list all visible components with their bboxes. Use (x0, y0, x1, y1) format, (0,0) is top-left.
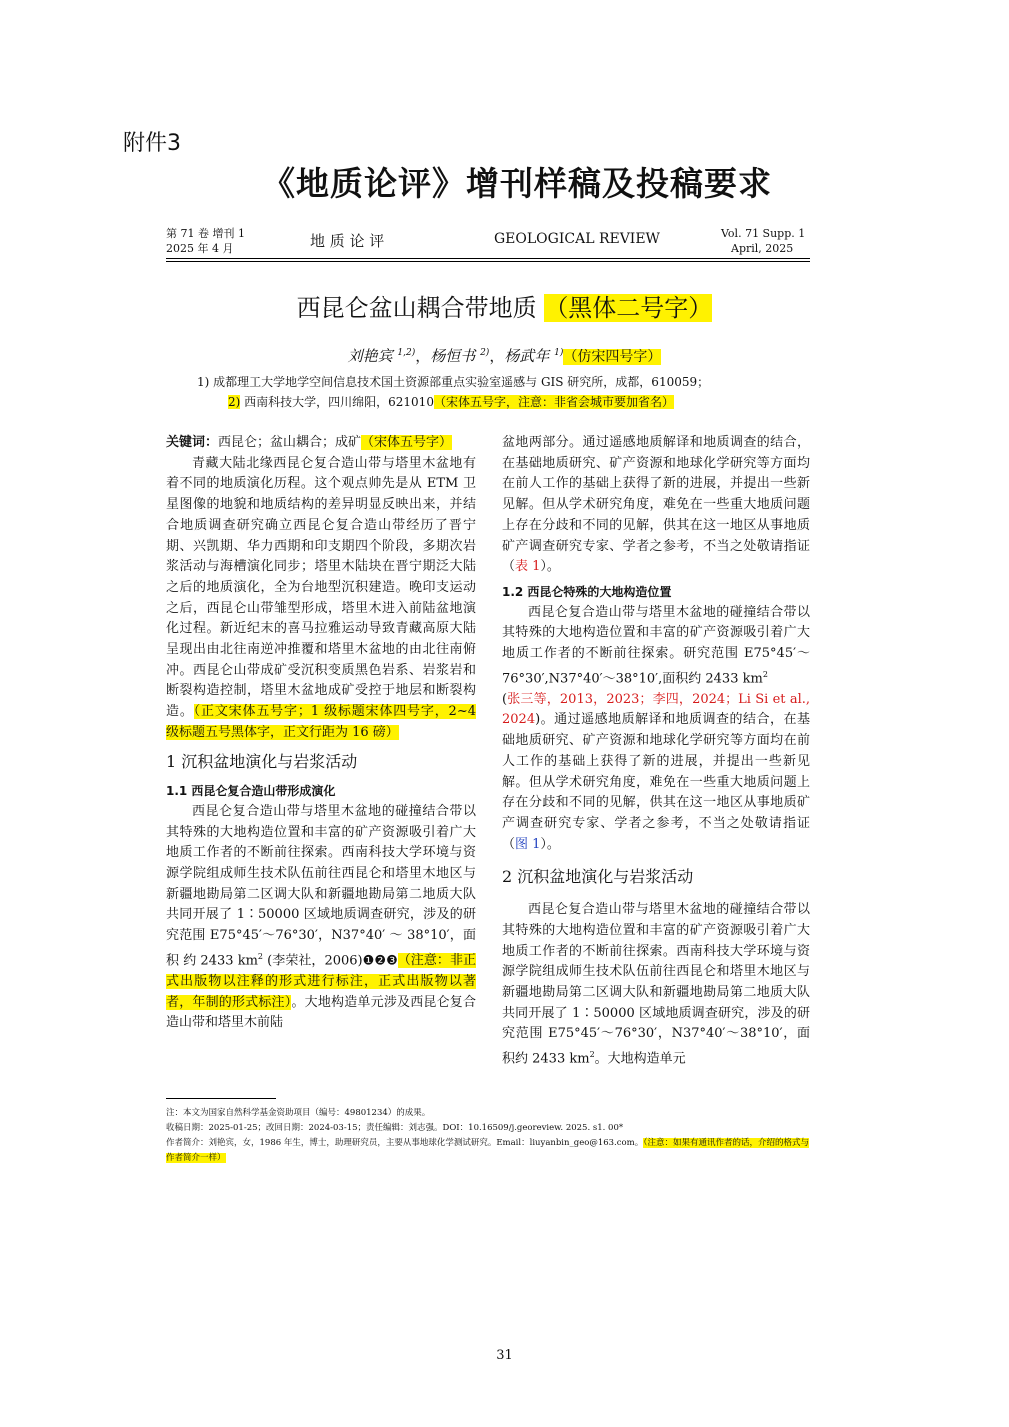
paper-title: 西昆仑盆山耦合带地质 （黑体二号字） (296, 294, 713, 322)
author-line: 刘艳宾 $^{1,2)}$，杨恒书 $^{2)}$，杨武年 $^{1)}$（仿宋四号字） (347, 347, 662, 365)
continued-paragraph: 盆地两部分。通过遥感地质解译和地质调查的结合，在基础地质研究、矿产资源和地球化学研究等方面均在前人工作的基础上获得了新的进展，并提出一些新见解。但从学术研究角度，难免在一些重大地质问题上存在分歧和不同的见解，供其在这一地区从事地质矿产调查研究专家、学者之参考，不当之处敬请指证（表 1）。 (502, 435, 810, 575)
header-rule (166, 258, 810, 259)
footnote-author: 作者简介：刘艳宾，女，1986 年生，博士，助理研究员，主要从事地球化学测试研究。Email：liuyanbin_geo@163.com。（注意：如果有通讯作者的话，介绍的格式与作者简介一样） (166, 1138, 809, 1163)
left-column (166, 433, 476, 1034)
header-volume-en: Vol. 71 Supp. 1 (721, 227, 806, 240)
keywords: 关键词：西昆仑；盆山耦合；成矿（宋体五号字） (166, 435, 453, 450)
affiliation-2: 2) 西南科技大学，四川绵阳，621010（宋体五号字，注意：非省会城市要加省名） (228, 395, 674, 409)
attachment-label: 附件3 (123, 131, 181, 156)
heading-1-2: 1.2 西昆仑特殊的大地构造位置 (502, 584, 672, 599)
header-volume-cn: 第 71 卷 增刊 1 (166, 227, 245, 240)
author-format-note: （仿宋四号字） (563, 349, 662, 365)
main-title: 《地质论评》增刊样稿及投稿要求 (262, 164, 772, 203)
footnote-dates: 收稿日期：2025-01-25；改回日期：2024-03-15；责任编辑：刘志强。DOI：10.16509/j.georeview. 2025. s1. 00* (166, 1123, 624, 1133)
title-format-note: （黑体二号字） (544, 294, 713, 322)
header-date-cn: 2025 年 4 月 (166, 242, 234, 255)
page-number: 31 (496, 1348, 513, 1363)
intro-paragraph: 青藏大陆北缘西昆仑复合造山带与塔里木盆地有着不同的地质演化历程。这个观点帅先是从 ETM 卫星图像的地貌和地质结构的差异明显反映出来，并结合地质调查研究确立西昆仑复合造山带经历了晋宁期、兴凯期、华力西期和印支期四个阶段，多期次岩浆活动与海槽演化同步；塔里木陆块在晋宁期泛大陆之后的地质演化，全为台地型沉积建造。晚印支运动之后，西昆仑山带雏型形成，塔里木进入前陆盆地演化过程。新近纪末的喜马拉雅运动导致青藏高原大陆呈现出由北往南逆冲推覆和塔里木盆地的由北往南俯冲。西昆仑山带成矿受沉积变质黑色岩系、岩浆岩和断裂构造控制，塔里木盆地成矿受控于地层和断裂构造。（正文宋体五号字；1 级标题宋体四号字，2~4 级标题五号黑体字，正文行距为 16 磅） (166, 455, 476, 740)
heading-2: 2 沉积盆地演化与岩浆活动 (502, 867, 694, 887)
table-ref-link[interactable]: 表 1 (515, 559, 541, 575)
citation-format-note: （注意：非正式出版物以注释的形式进行标注，正式出版物以著者，年制的形式标注） (166, 953, 476, 1010)
footnotes (166, 1106, 812, 1166)
footnote-rule (166, 1098, 276, 1099)
heading-1-1: 1.1 西昆仑复合造山带形成演化 (166, 784, 336, 799)
header-journal-cn: 地 质 论 评 (310, 232, 385, 250)
heading-1: 1 沉积盆地演化与岩浆活动 (166, 751, 358, 771)
section-1-2-paragraph: 西昆仑复合造山带与塔里木盆地的碰撞结合带以其特殊的大地构造位置和丰富的矿产资源吸引着广大地质工作者的不断前往探索。研究范围 E75°45′～76°30′,N37°40′～38°10′,面积约 2433 $km^2$ (张三等，2013，2023；李四，2024；Li Si et al., 2024)。通过遥感地质解译和地质调查的结合，在基础地质研究、矿产资源和地球化学研究等方面均在前人工作的基础上获得了新的进展，并提出一些新见解。但从学术研究角度，难免在一些重大地质问题上存在分歧和不同的见解，供其在这一地区从事地质矿产调查研究专家、学者之参考，不当之处敬请指证（图 1）。 (502, 604, 810, 852)
figure-ref-link[interactable]: 图 1 (515, 836, 541, 852)
body-format-note: （正文宋体五号字；1 级标题宋体四号字，2~4 级标题五号黑体字，正文行距为 16 磅） (166, 704, 476, 740)
footnote-format-note: （注意：如果有通讯作者的话，介绍的格式与作者简介一样） (166, 1138, 809, 1163)
affiliation-format-note: （宋体五号字，注意：非省会城市要加省名） (433, 395, 674, 409)
section-2-paragraph: 西昆仑复合造山带与塔里木盆地的碰撞结合带以其特殊的大地构造位置和丰富的矿产资源吸引着广大地质工作者的不断前往探索。西南科技大学环境与资源学院组成师生技术队伍前往西昆仑和塔里木地区与新疆地勘局第二区调大队和新疆地勘局第二地质大队共同开展了 1∶50000 区域地质调查研究，涉及的研究范围 E75°45′～76°30′，N37°40′～38°10′，面积约 2433 $km^2$。大地构造单元 (502, 902, 810, 1067)
header-journal-en: GEOLOGICAL REVIEW (494, 231, 660, 247)
header-rule (166, 261, 810, 262)
affiliation-1: 1) 成都理工大学地学空间信息技术国土资源部重点实验室遥感与 GIS 研究所，成都，610059； (197, 375, 710, 389)
header-date-en: April, 2025 (731, 242, 794, 255)
citation-link[interactable]: 张三等，2013，2023；李四，2024；Li Si et al., 2024 (502, 691, 810, 728)
section-1-1-paragraph: 西昆仑复合造山带与塔里木盆地的碰撞结合带以其特殊的大地构造位置和丰富的矿产资源吸引着广大地质工作者的不断前往探索。西南科技大学环境与资源学院组成师生技术队伍前往西昆仑和塔里木地区与新疆地勘局第二区调大队和新疆地勘局第二地质大队共同开展了 1∶50000 区域地质调查研究，涉及的研究范围 E75°45′～76°30′，N37°40′ ～ 38°10′，面 积 约 2433 $km^2$ (李荣社，2006)❶❷❸（注意：非正式出版物以注释的形式进行标注，正式出版物以著者，年制的形式标注）。大地构造单元涉及西昆仑复合造山带和塔里木前陆 (166, 803, 476, 1031)
footnote-funding: 注：本文为国家自然科学基金资助项目（编号：49801234）的成果。 (166, 1108, 431, 1118)
right-column (502, 433, 810, 1070)
